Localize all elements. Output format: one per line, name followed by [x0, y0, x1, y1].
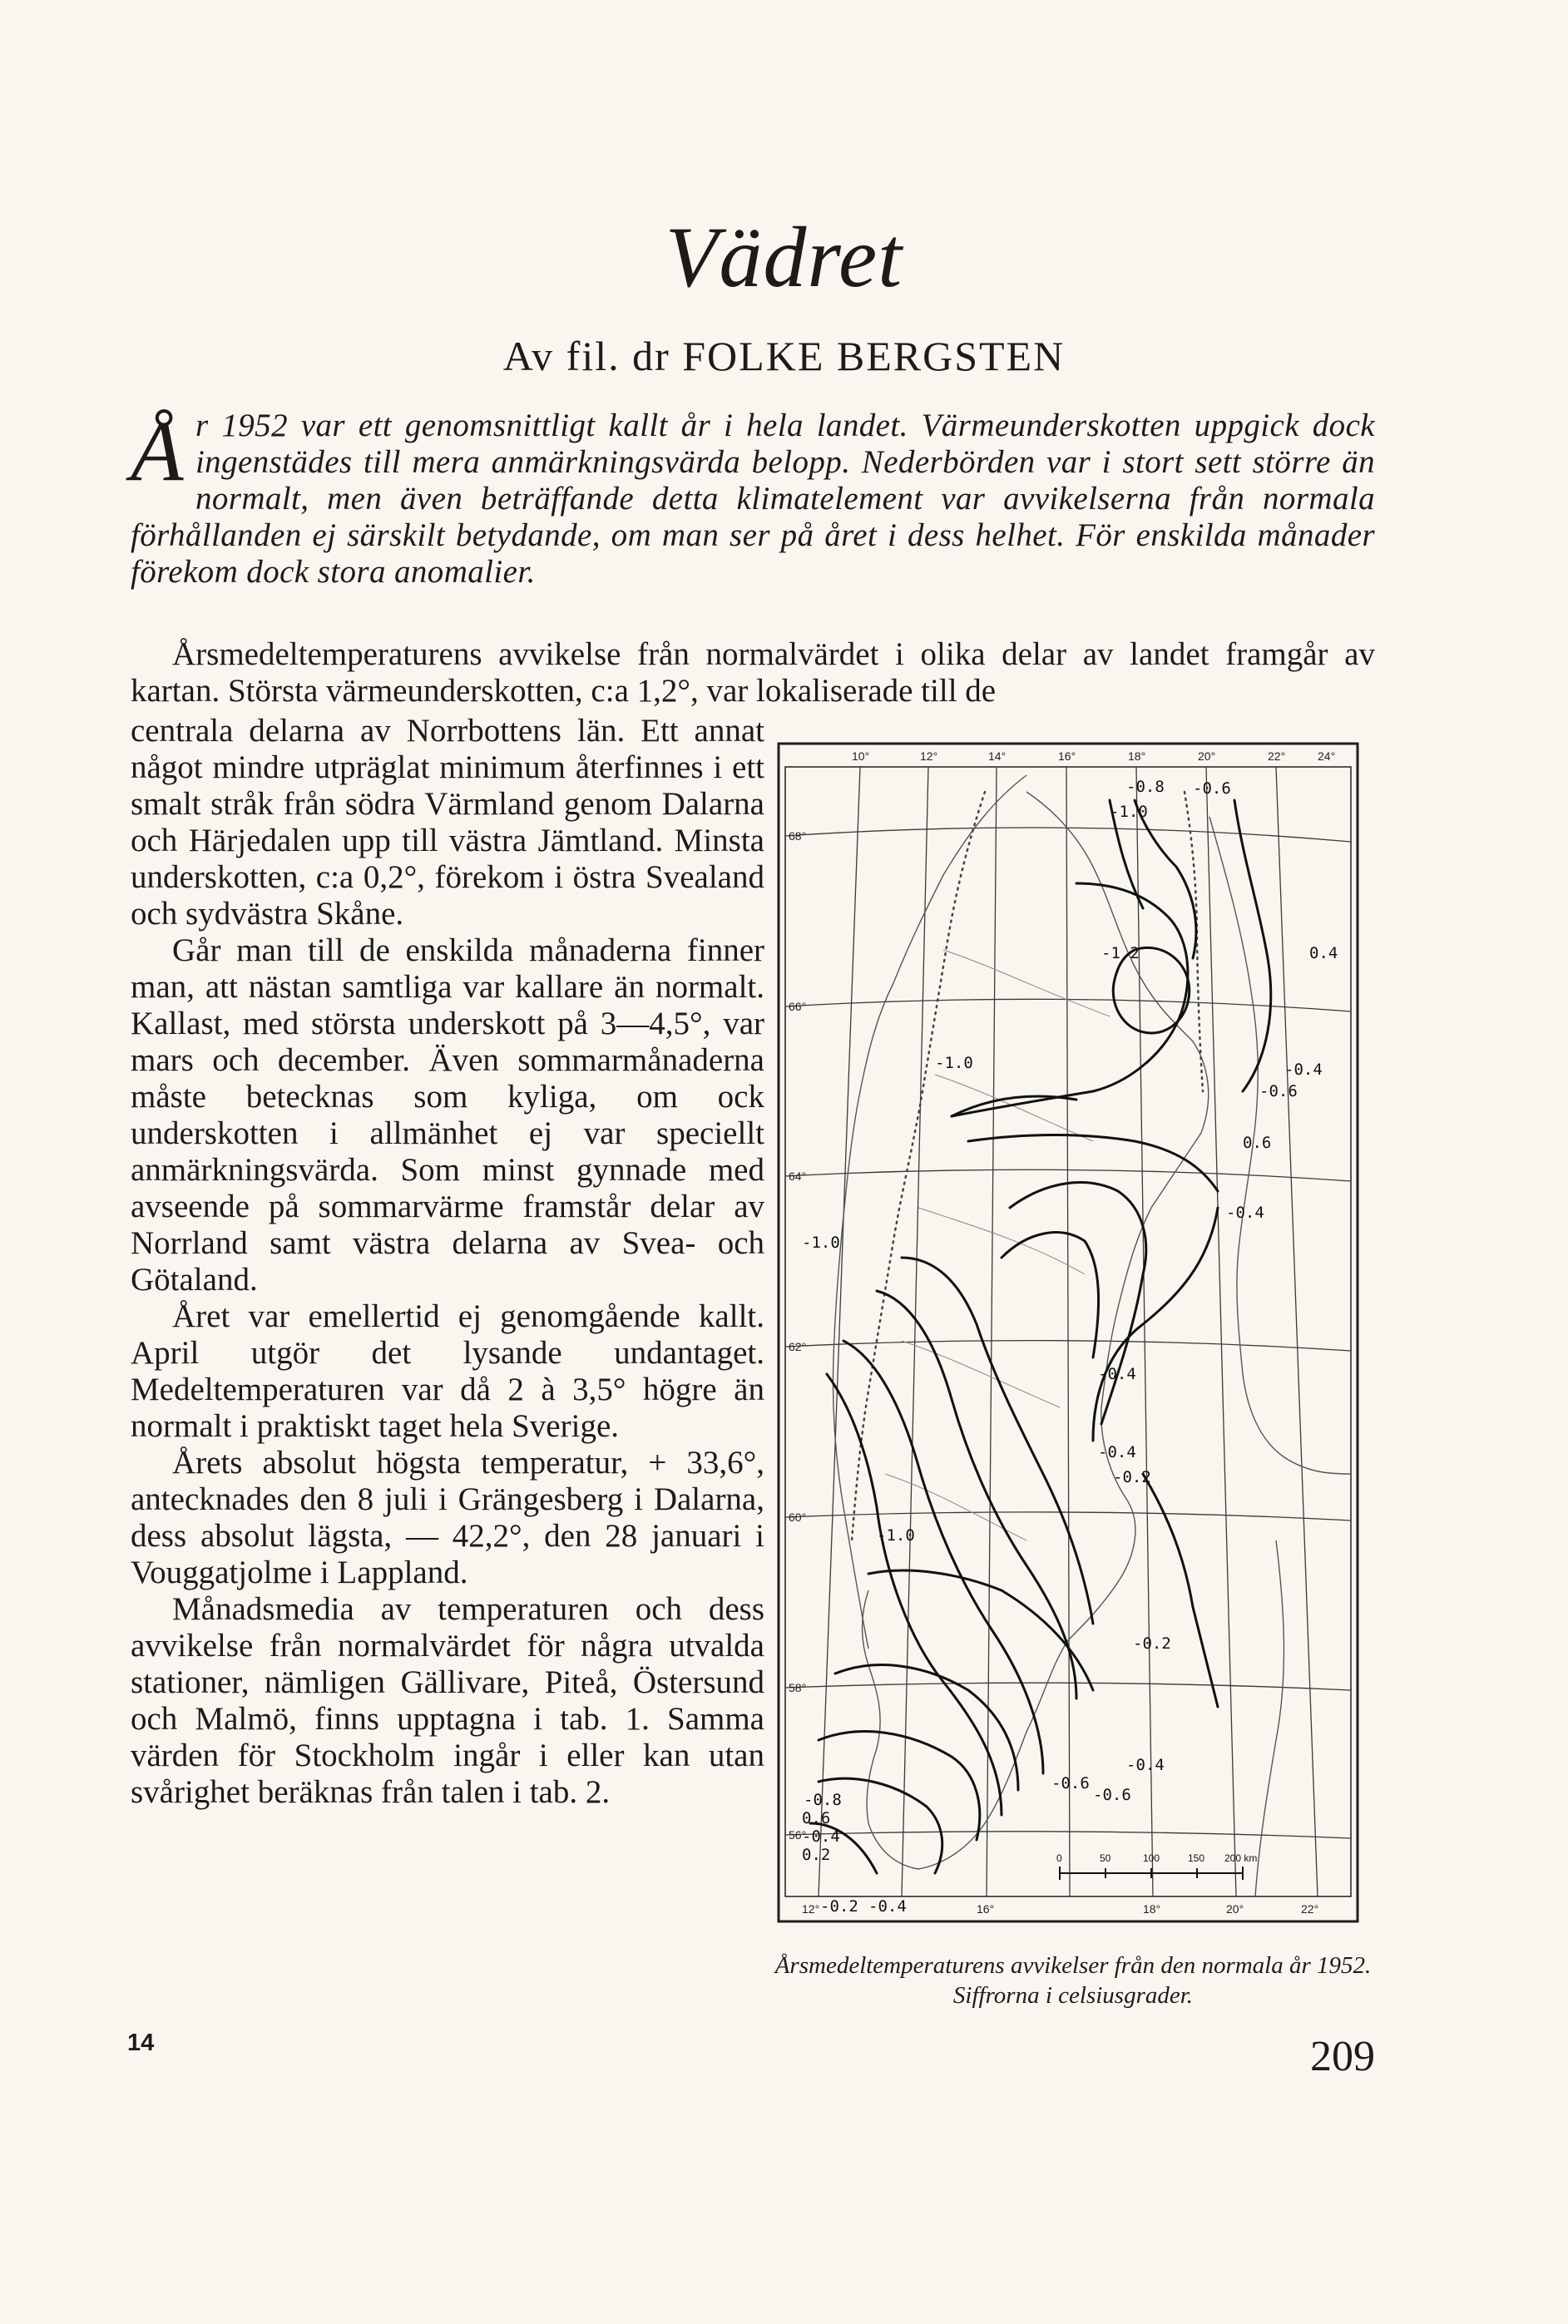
lon-label-bottom: 20° — [1226, 1902, 1244, 1916]
isotherm-map-figure — [777, 742, 1359, 1923]
isotherm-label: -1.2 — [1101, 944, 1140, 962]
lat-label: 58° — [789, 1681, 807, 1694]
isotherm-label: -0.8 — [804, 1791, 842, 1809]
coastline — [863, 792, 1209, 1869]
scale-bar — [1056, 1852, 1257, 1880]
figure-caption: Årsmedeltemperaturens avvikelser från den normala år 1952. Siffrorna i celsiusgrader. — [774, 1952, 1372, 2009]
isotherm-label: -1.0 — [935, 1054, 973, 1072]
isotherm-label: -0.2 — [1113, 1468, 1151, 1486]
isotherm-line — [1093, 1208, 1218, 1441]
river — [943, 950, 1110, 1016]
page-number: 209 — [1310, 2033, 1375, 2080]
lon-label-top: 10° — [852, 749, 870, 763]
isotherm-label: -0.6 — [1259, 1082, 1298, 1100]
meridian-line — [1066, 767, 1070, 1896]
isotherm-line — [902, 1258, 1093, 1624]
river — [902, 1341, 1060, 1407]
isotherm-line — [1234, 800, 1271, 1091]
isotherm-line — [819, 1732, 980, 1840]
scale-bar-labels — [1056, 1852, 1257, 1864]
lat-label: 64° — [789, 1169, 807, 1183]
meridian-line — [1276, 767, 1318, 1896]
lon-label-bottom: 18° — [1143, 1902, 1161, 1916]
isotherm-label: 0.4 — [1309, 944, 1338, 962]
body-column — [131, 713, 764, 1811]
meridian-line — [987, 767, 997, 1896]
body-paragraph: Månadsmedia av temperaturen och dess avvikelse från normalvärdet för några utvalda stationer, nämligen Gällivare, Piteå, Östersund och Malmö, finns upptagna i tab. 1. Samma värden för Stockholm ingår i eller kan utan svårighet beräknas från talen i tab. 2. — [131, 1591, 764, 1810]
river — [935, 1075, 1093, 1141]
isotherm-label: 0.6 — [1243, 1134, 1272, 1152]
meridian-lines — [819, 767, 1318, 1896]
lon-label-top: 20° — [1198, 749, 1216, 763]
isotherm-label: -0.2 — [820, 1897, 858, 1916]
river — [918, 1208, 1085, 1274]
isotherm-label: -1.0 — [877, 1526, 915, 1545]
body-paragraph: Årets absolut högsta temperatur, + 33,6°, antecknades den 8 juli i Grängesberg i Dalarna, dess absolut lägsta, — 42,2°, den 28 januari i Vouggatjolme i Lappland. — [131, 1445, 764, 1590]
meridian-line — [1136, 767, 1153, 1896]
isotherm-label: -1.0 — [1110, 803, 1148, 821]
scale-bar-label: 50 — [1100, 1852, 1111, 1864]
baltic-coast — [1255, 1540, 1284, 1896]
border-finland — [1185, 792, 1203, 1091]
isotherm-line — [1143, 1474, 1218, 1707]
lat-label: 62° — [789, 1340, 807, 1353]
lat-label: 66° — [789, 1000, 807, 1013]
lon-label-top: 12° — [920, 749, 938, 763]
isotherm-line — [1010, 1183, 1146, 1424]
isotherm-label: -0.4 — [1098, 1365, 1136, 1383]
isotherm-label: -0.6 — [1051, 1774, 1090, 1792]
parallel-line — [785, 828, 1351, 842]
isotherm-label: -0.6 — [1193, 779, 1231, 798]
article-byline: Av fil. dr FOLKE BERGSTEN — [502, 333, 1066, 379]
isotherm-label: -0.2 — [1133, 1634, 1171, 1653]
lon-label-bottom: 12° — [802, 1902, 820, 1916]
isotherm-label: -0.4 — [1126, 1756, 1165, 1774]
isotherm-line — [1135, 800, 1196, 958]
isotherm-line — [868, 1570, 1093, 1690]
isotherm-labels — [802, 778, 1338, 1916]
parallel-line — [785, 1832, 1351, 1838]
body-paragraph: centrala delarna av Norrbottens län. Ett annat något mindre utpräglat minimum återfinnes i ett smalt stråk från södra Värmland genom Dalarna och Härjedalen upp till västra Jämtland. Minsta underskotten, c:a 0,2°, förekom i östra Svealand och sydvästra Skåne. — [131, 713, 764, 932]
parallel-line — [785, 999, 1351, 1011]
isotherm-label: -0.4 — [802, 1827, 840, 1846]
isotherm-label: -0.4 — [1284, 1061, 1323, 1079]
folio-left: 14 — [127, 2030, 155, 2056]
graticule-labels — [789, 749, 1335, 1916]
intro-paragraph: Årsmedeltemperaturens avvikelse från normalvärdet i olika delar av landet framgår av kartan. Största värmeunderskotten, c:a 1,2°, var lokaliserade till de — [131, 636, 1375, 709]
lat-label: 56° — [789, 1828, 807, 1842]
scale-bar-label: 100 — [1143, 1852, 1160, 1864]
body-paragraph: Går man till de enskilda månaderna finner man, att nästan samtliga var kallare än normalt. Kallast, med största underskott på 3—4,5°, var mars och december. Även sommarmånaderna måste betecknas som kyliga, om ock underskotten i allmänhet ej var speciellt anmärkningsvärda. Som minst gynnade med avseende på sommarvärme framstår delar av Norrland samt västra delarna av Svea- och Götaland. — [131, 932, 764, 1298]
lon-label-top: 14° — [988, 749, 1007, 763]
isotherm-label: 0.6 — [802, 1809, 831, 1827]
parallel-line — [785, 1683, 1351, 1690]
isotherm-label: -0.4 — [1226, 1204, 1264, 1222]
isotherm-label: -0.8 — [1126, 778, 1165, 796]
isotherm-label: -0.4 — [1098, 1443, 1136, 1461]
article-title: Vädret — [665, 210, 903, 305]
scale-bar-label: 200 km — [1224, 1852, 1258, 1864]
lat-label: 60° — [789, 1511, 807, 1524]
lon-label-top: 22° — [1268, 749, 1286, 763]
isotherm-label: 0.2 — [802, 1846, 831, 1864]
isotherm-line — [843, 1341, 1043, 1773]
finland-coast — [1209, 817, 1351, 1474]
isotherm-map — [777, 742, 1359, 1923]
lon-label-top: 16° — [1058, 749, 1076, 763]
lat-label: 68° — [789, 829, 807, 843]
border-norway — [852, 792, 985, 1540]
lead-text: r 1952 var ett genomsnittligt kallt år i hela landet. Värmeunderskotten uppgick dock ingenstädes till mera anmärkningsvärda belopp. Nederbörden var i stort sett större än normalt, men även beträffande detta klimatelement var avvikelserna från normala förhållanden ej särskilt betydande, om man ser på året i dess helhet. För enskilda månader förekom dock stora anomalier. — [131, 408, 1375, 590]
rivers — [885, 950, 1110, 1540]
lead-paragraph — [131, 403, 1375, 591]
lon-label-bottom: 16° — [977, 1902, 995, 1916]
scale-bar-label: 0 — [1056, 1852, 1062, 1864]
meridian-line — [819, 767, 860, 1896]
isotherm-label: -0.4 — [868, 1897, 907, 1916]
isotherm-line — [1002, 1233, 1099, 1357]
lon-label-top: 24° — [1318, 749, 1336, 763]
lon-label-top: 18° — [1128, 749, 1146, 763]
isotherm-line — [827, 1374, 1002, 1815]
isotherm-label: -1.0 — [802, 1234, 840, 1252]
scale-bar-label: 150 — [1188, 1852, 1205, 1864]
lead-initial: Å — [131, 403, 184, 499]
meridian-line — [1206, 767, 1236, 1896]
body-paragraph: Året var emellertid ej genomgående kallt. April utgör det lysande undantaget. Medeltemperaturen var då 2 à 3,5° högre än normalt i praktiskt taget hela Sverige. — [131, 1298, 764, 1444]
isotherm-label: -0.6 — [1093, 1786, 1131, 1804]
isotherm-line — [877, 1291, 1076, 1698]
lon-label-bottom: 22° — [1301, 1902, 1319, 1916]
